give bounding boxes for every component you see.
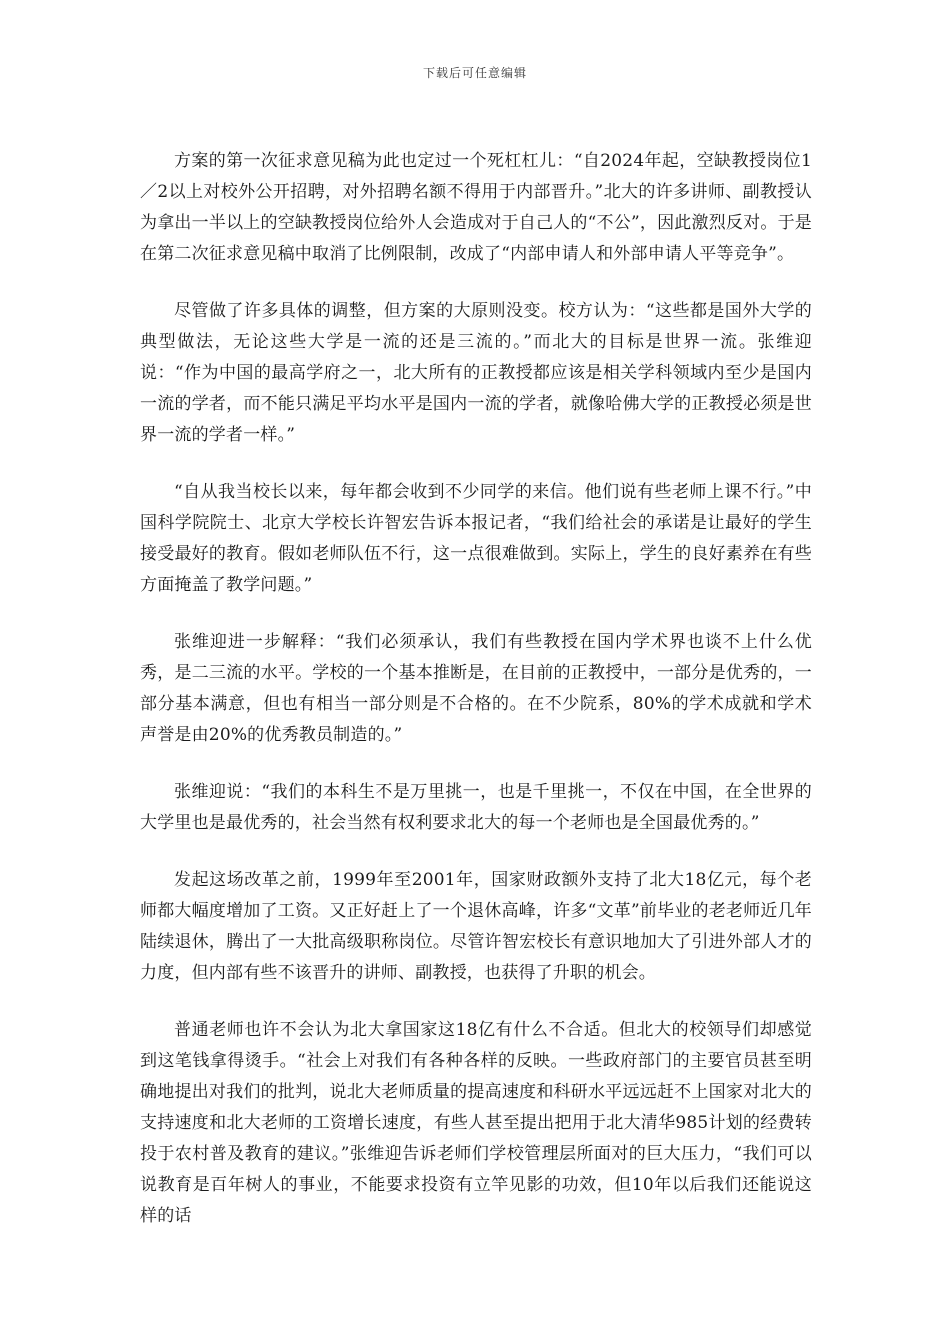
paragraph-7: 普通老师也许不会认为北大拿国家这18亿有什么不合适。但北大的校领导们却感觉到这笔钱拿得烫手。“社会上对我们有各种各样的反映。一些政府部门的主要官员甚至明确地提出对我们的批判，说北大老师质量的提高速度和科研水平远远赶不上国家对北大的支持速度和北大老师的工资增长速度，有些人甚至提出把用于北大清华985计划的经费转投于农村普及教育的建议。”张维迎告诉老师们学校管理层所面对的巨大压力，“我们可以说教育是百年树人的事业，不能要求投资有立竿见影的功效，但10年以后我们还能说这样的话: [140, 1020, 812, 1226]
document-body: [140, 146, 812, 1258]
paragraph-5: 张维迎说：“我们的本科生不是万里挑一，也是千里挑一，不仅在中国，在全世界的大学里也是最优秀的，社会当然有权利要求北大的每一个老师也是全国最优秀的。”: [140, 782, 812, 833]
paragraph-6: 发起这场改革之前，1999年至2001年，国家财政额外支持了北大18亿元，每个老师都大幅度增加了工资。又正好赶上了一个退休高峰，许多“文革”前毕业的老老师近几年陆续退休，腾出了一大批高级职称岗位。尽管许智宏校长有意识地加大了引进外部人才的力度，但内部有些不该晋升的讲师、副教授，也获得了升职的机会。: [140, 870, 812, 983]
paragraph-1: 方案的第一次征求意见稿为此也定过一个死杠杠儿：“自2024年起，空缺教授岗位1／2以上对校外公开招聘，对外招聘名额不得用于内部晋升。”北大的许多讲师、副教授认为拿出一半以上的空缺教授岗位给外人会造成对于自己人的“不公”，因此激烈反对。于是在第二次征求意见稿中取消了比例限制，改成了“内部申请人和外部申请人平等竞争”。: [140, 151, 812, 264]
paragraph-2: 尽管做了许多具体的调整，但方案的大原则没变。校方认为：“这些都是国外大学的典型做法，无论这些大学是一流的还是三流的。”而北大的目标是世界一流。张维迎说：“作为中国的最高学府之一，北大所有的正教授都应该是相关学科领域内至少是国内一流的学者，而不能只满足平均水平是国内一流的学者，就像哈佛大学的正教授必须是世界一流的学者一样。”: [140, 301, 812, 445]
paragraph-3: “自从我当校长以来，每年都会收到不少同学的来信。他们说有些老师上课不行。”中国科学院院士、北京大学校长许智宏告诉本报记者，“我们给社会的承诺是让最好的学生接受最好的教育。假如老师队伍不行，这一点很难做到。实际上，学生的良好素养在有些方面掩盖了教学问题。”: [140, 482, 812, 595]
page-header: 下载后可任意编辑: [422, 66, 527, 80]
paragraph-4: 张维迎进一步解释：“我们必须承认，我们有些教授在国内学术界也谈不上什么优秀，是二三流的水平。学校的一个基本推断是，在目前的正教授中，一部分是优秀的，一部分基本满意，但也有相当一部分则是不合格的。在不少院系，80%的学术成就和学术声誉是由20%的优秀教员制造的。”: [140, 632, 812, 745]
